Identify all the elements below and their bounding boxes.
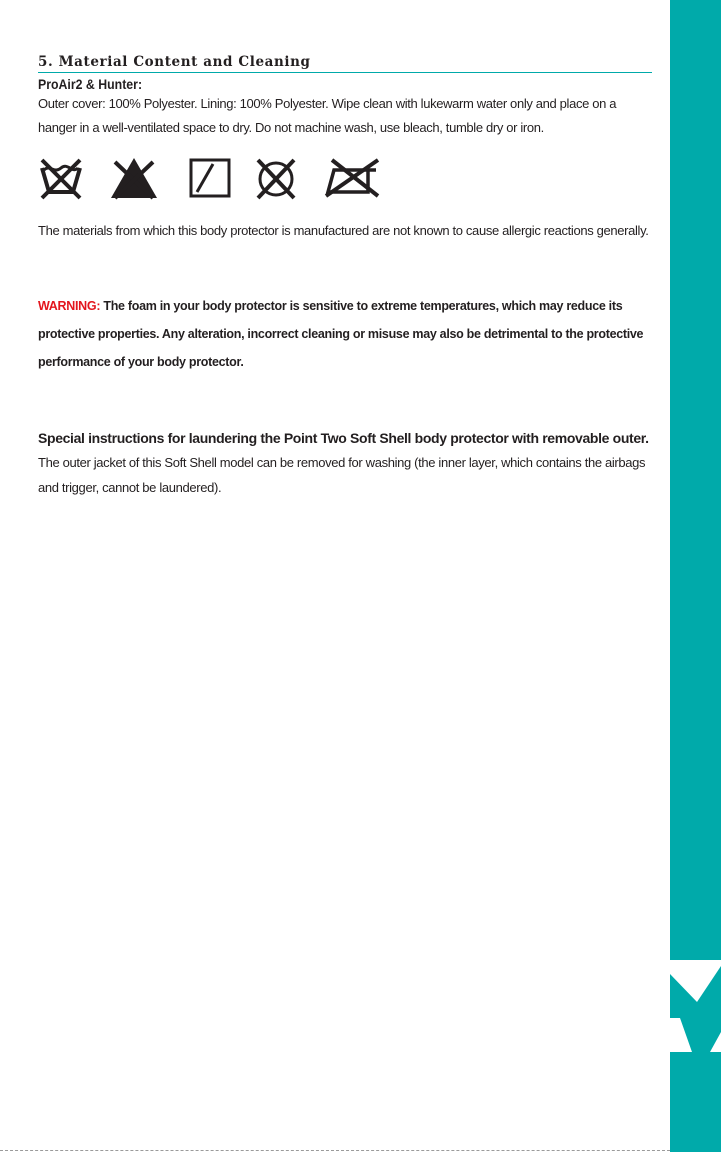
care-icons-row [38,156,652,200]
product-subheading: ProAir2 & Hunter: [38,76,143,92]
do-not-wash-icon [38,156,84,200]
do-not-bleach-icon [109,156,159,200]
warning-text: The foam in your body protector is sensitive to extreme temperatures, which may reduce its protective properties. Any alteration, incorrect cleaning or misuse may also be detrimental to the protective performance of your body protector. [38,299,644,369]
page-content [38,54,652,500]
special-instructions-body: The outer jacket of this Soft Shell model can be removed for washing (the inner layer, which contains the airbags and trigger, cannot be laundered). [38,455,646,495]
special-instructions-title: Special instructions for laundering the Point Two Soft Shell body protector with removable outer. [38,430,649,446]
do-not-tumble-dry-icon [252,156,300,200]
section-heading: 5. Material Content and Cleaning [38,54,652,73]
warning-label: WARNING: [38,299,101,313]
materials-paragraph: Outer cover: 100% Polyester. Lining: 100% Polyester. Wipe clean with lukewarm water only and place on a hanger in a well-ventilated space to dry. Do not machine wash, use bleach, tumble dry or iron. [38,96,617,135]
allergy-paragraph: The materials from which this body protector is manufactured are not known to cause allergic reactions generally. [38,223,649,238]
side-bar-notch [670,960,721,1052]
page-bottom-divider [0,1150,670,1151]
drip-dry-icon [187,156,233,200]
warning-paragraph [38,292,652,376]
do-not-iron-icon [322,156,382,200]
